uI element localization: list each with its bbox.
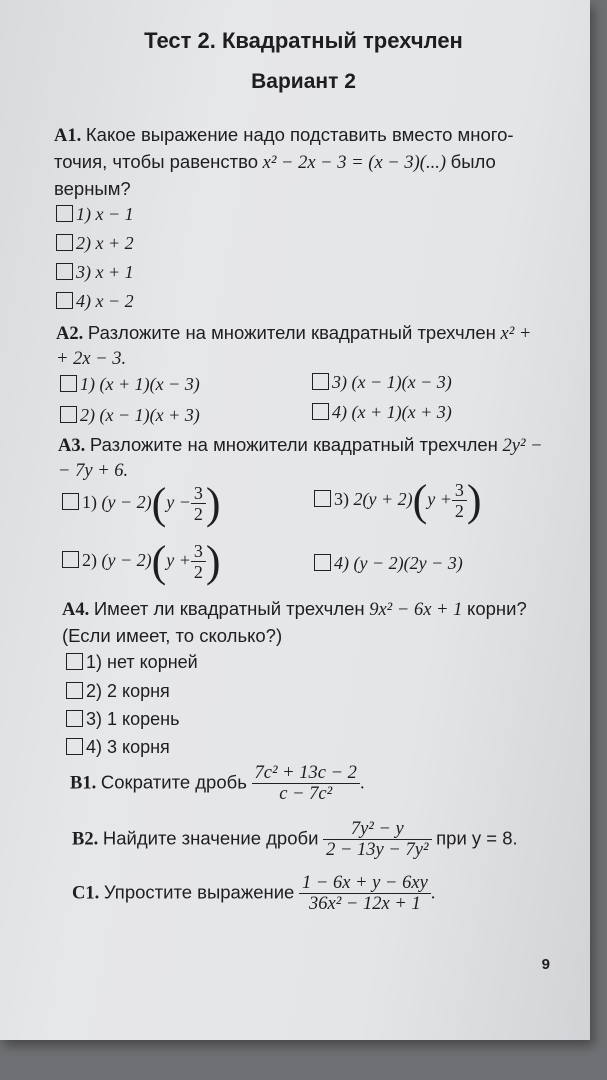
a3-line1: Разложите на множители квадратный трехчлен: [89, 434, 498, 455]
fraction-denominator: c − 7c²: [279, 784, 333, 804]
c1-number: С1.: [72, 883, 100, 904]
fraction-denominator: 2: [193, 562, 203, 582]
a1-option[interactable]: [56, 231, 134, 255]
a3-option[interactable]: 3) 2(y + 2)(y + $\frac{3}{2}$ ): [314, 481, 482, 521]
checkbox[interactable]: [56, 205, 73, 222]
checkbox[interactable]: [312, 373, 329, 390]
b1-question: [70, 764, 365, 804]
a2-question: [56, 320, 531, 372]
fraction-denominator: 2 − 13y − 7y²: [326, 840, 429, 860]
a4-poly: 9x² − 6x + 1: [369, 600, 463, 620]
checkbox[interactable]: [60, 406, 77, 423]
a3-option-label: 4) (y − 2)(2y − 3): [334, 553, 463, 573]
a3-number: А3.: [58, 436, 86, 456]
a1-line2-post: было: [450, 151, 496, 172]
checkbox[interactable]: [312, 403, 329, 420]
checkbox[interactable]: [66, 710, 83, 727]
c1-question: [72, 874, 435, 914]
a3-option[interactable]: 2) (y − 2)(y + $\frac{3}{2}$ ): [62, 542, 221, 582]
a3-option-factor: (y − 2): [101, 550, 152, 571]
a4-option[interactable]: [66, 735, 170, 759]
a4-line2: (Если имеет, то сколько?): [62, 625, 283, 646]
fraction-denominator: 36x² − 12x + 1: [309, 894, 421, 914]
checkbox[interactable]: [56, 263, 73, 280]
a4-option-label: 4) 3 корня: [86, 737, 170, 757]
fraction-numerator: 1 − 6x + y − 6xy: [299, 874, 431, 894]
a2-option-label: 2) (x − 1)(x + 3): [80, 405, 200, 425]
a4-option[interactable]: [66, 679, 170, 703]
c1-text: Упростите выражение: [103, 881, 295, 903]
a1-line1: Какое выражение надо подставить вместо много-: [85, 124, 514, 145]
a1-option-label: 4) x − 2: [76, 291, 134, 311]
checkbox[interactable]: [66, 682, 83, 699]
page-number: 9: [541, 956, 550, 973]
a3-option-inner: y +: [427, 489, 452, 510]
a2-line1: Разложите на множители квадратный трехчлен: [87, 322, 496, 343]
fraction-numerator: 7y² − y: [323, 820, 431, 840]
a3-option[interactable]: 1) (y − 2)(y − $\frac{3}{2}$ ): [62, 484, 221, 524]
checkbox[interactable]: [60, 375, 77, 392]
test-title: Тест 2. Квадратный трехчлен: [144, 28, 463, 53]
a3-option-factor: (y − 2): [101, 492, 152, 513]
a4-option-label: 3) 1 корень: [86, 709, 180, 729]
a2-number: А2.: [56, 324, 84, 344]
a4-option[interactable]: [66, 650, 198, 674]
a3-option-label: 2): [82, 550, 97, 571]
a1-option[interactable]: [56, 260, 134, 284]
checkbox[interactable]: [314, 490, 331, 507]
a3-option-label: 3): [334, 489, 349, 510]
a2-option[interactable]: [312, 400, 452, 424]
a1-number: А1.: [54, 126, 82, 146]
a2-line2: + 2x − 3.: [56, 349, 127, 369]
checkbox[interactable]: [66, 653, 83, 670]
a4-line1-post: корни?: [467, 598, 527, 619]
fraction-numerator: 7c² + 13c − 2: [252, 764, 360, 784]
a1-question: [54, 122, 514, 201]
a2-option-label: 1) (x + 1)(x − 3): [80, 374, 200, 394]
a4-line1-pre: Имеет ли квадратный трехчлен: [93, 598, 365, 619]
a1-option-label: 1) x − 1: [76, 204, 134, 224]
a1-option[interactable]: [56, 289, 134, 313]
a2-option[interactable]: [60, 403, 200, 427]
checkbox[interactable]: [62, 493, 79, 510]
a1-option[interactable]: [56, 202, 134, 226]
b1-number: В1.: [70, 773, 97, 794]
a2-option-label: 4) (x + 1)(x + 3): [332, 402, 452, 422]
checkbox[interactable]: [56, 292, 73, 309]
b2-question: [72, 820, 518, 860]
a4-option-label: 2) 2 корня: [86, 681, 170, 701]
checkbox[interactable]: [66, 738, 83, 755]
a1-option-label: 2) x + 2: [76, 233, 134, 253]
a3-option-factor: 2(y + 2): [353, 489, 413, 510]
a4-option-label: 1) нет корней: [86, 652, 198, 672]
fraction-denominator: 2: [193, 504, 203, 524]
checkbox[interactable]: [314, 554, 331, 571]
a2-option-label: 3) (x − 1)(x − 3): [332, 372, 452, 392]
a2-poly-start: x² +: [500, 324, 532, 344]
checkbox[interactable]: [62, 551, 79, 568]
fraction-numerator: 3: [191, 542, 206, 562]
a2-option[interactable]: [60, 372, 200, 396]
fraction-denominator: 2: [454, 501, 464, 521]
a3-option-inner: y +: [166, 550, 191, 571]
period: .: [430, 883, 436, 904]
a3-option-label: 1): [82, 492, 97, 513]
b2-condition: при y = 8.: [436, 827, 518, 849]
period: .: [359, 773, 365, 794]
a4-option[interactable]: [66, 707, 179, 731]
a2-option[interactable]: [312, 370, 452, 394]
a1-option-label: 3) x + 1: [76, 262, 134, 282]
b1-text: Сократите дробь: [100, 771, 247, 793]
b2-number: В2.: [72, 829, 99, 850]
a4-number: А4.: [62, 600, 90, 620]
a1-line2-pre: точия, чтобы равенство: [54, 151, 258, 172]
b2-text: Найдите значение дроби: [102, 827, 319, 849]
checkbox[interactable]: [56, 234, 73, 251]
a3-poly-start: 2y² −: [502, 436, 543, 456]
a3-option[interactable]: [314, 551, 463, 575]
fraction-numerator: 3: [191, 484, 206, 504]
a1-line3: верным?: [54, 178, 131, 199]
a4-question: [62, 596, 527, 648]
a3-line2: − 7y + 6.: [58, 461, 129, 481]
a3-option-inner: y −: [166, 492, 191, 513]
a1-equation: x² − 2x − 3 = (x − 3)(...): [262, 153, 446, 173]
fraction-numerator: 3: [452, 481, 467, 501]
variant-heading: Вариант 2: [251, 70, 356, 93]
